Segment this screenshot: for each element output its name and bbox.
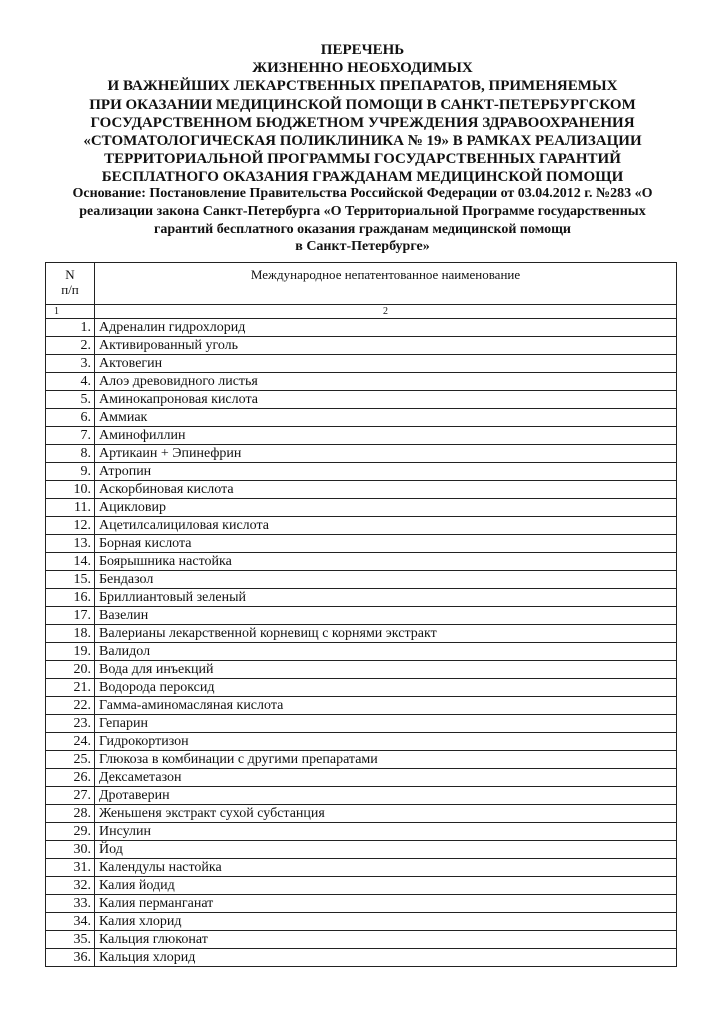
row-number: 5. bbox=[46, 391, 95, 409]
table-row bbox=[46, 607, 677, 625]
table-row bbox=[46, 391, 677, 409]
table-row bbox=[46, 697, 677, 715]
title-line: БЕСПЛАТНОГО ОКАЗАНИЯ ГРАЖДАНАМ МЕДИЦИНСКОЙ ПОМОЩИ bbox=[101, 169, 624, 186]
medicine-name: Гидрокортизон bbox=[95, 733, 677, 751]
medicine-name: Активированный уголь bbox=[95, 337, 677, 355]
table-row bbox=[46, 373, 677, 391]
table-row bbox=[46, 769, 677, 787]
row-number: 21. bbox=[46, 679, 95, 697]
row-number: 29. bbox=[46, 823, 95, 841]
table-row bbox=[46, 733, 677, 751]
row-number: 35. bbox=[46, 931, 95, 949]
table-row bbox=[46, 463, 677, 481]
row-number: 25. bbox=[46, 751, 95, 769]
table-row bbox=[46, 679, 677, 697]
medicine-name: Бендазол bbox=[95, 571, 677, 589]
table-row bbox=[46, 823, 677, 841]
table-row bbox=[46, 589, 677, 607]
row-number: 4. bbox=[46, 373, 95, 391]
basis-line: в Санкт-Петербурге» bbox=[295, 239, 430, 255]
title-line: ЖИЗНЕННО НЕОБХОДИМЫХ bbox=[252, 60, 473, 77]
title-line: ПЕРЕЧЕНЬ bbox=[320, 42, 405, 58]
column-number-row bbox=[46, 305, 677, 319]
medicine-name: Кальция хлорид bbox=[95, 949, 677, 967]
title-line: И ВАЖНЕЙШИХ ЛЕКАРСТВЕННЫХ ПРЕПАРАТОВ, ПРИМЕНЯЕМЫХ bbox=[107, 78, 618, 95]
row-number: 36. bbox=[46, 949, 95, 967]
row-number: 3. bbox=[46, 355, 95, 373]
medicine-name: Йод bbox=[95, 841, 677, 859]
medicine-name: Дротаверин bbox=[95, 787, 677, 805]
medicine-name: Актовегин bbox=[95, 355, 677, 373]
row-number: 27. bbox=[46, 787, 95, 805]
medicine-name: Водорода пероксид bbox=[95, 679, 677, 697]
table-row bbox=[46, 895, 677, 913]
medicine-name: Калия хлорид bbox=[95, 913, 677, 931]
medicine-name: Аскорбиновая кислота bbox=[95, 481, 677, 499]
row-number: 12. bbox=[46, 517, 95, 535]
table-row bbox=[46, 661, 677, 679]
table-row bbox=[46, 643, 677, 661]
table-row bbox=[46, 751, 677, 769]
medicine-name: Артикаин + Эпинефрин bbox=[95, 445, 677, 463]
row-number: 17. bbox=[46, 607, 95, 625]
table-row bbox=[46, 517, 677, 535]
medicine-name: Калия перманганат bbox=[95, 895, 677, 913]
table-row bbox=[46, 409, 677, 427]
table-row bbox=[46, 355, 677, 373]
row-number: 34. bbox=[46, 913, 95, 931]
row-number: 26. bbox=[46, 769, 95, 787]
row-number: 28. bbox=[46, 805, 95, 823]
medicine-name: Календулы настойка bbox=[95, 859, 677, 877]
document-basis bbox=[0, 185, 725, 256]
medicine-name: Аммиак bbox=[95, 409, 677, 427]
title-line: ГОСУДАРСТВЕННОМ БЮДЖЕТНОМ УЧРЕЖДЕНИЯ ЗДРАВООХРАНЕНИЯ bbox=[90, 114, 635, 131]
table-row bbox=[46, 859, 677, 877]
row-number: 11. bbox=[46, 499, 95, 517]
row-number: 32. bbox=[46, 877, 95, 895]
medicine-name: Вазелин bbox=[95, 607, 677, 625]
medicine-name: Ацетилсалициловая кислота bbox=[95, 517, 677, 535]
table-row bbox=[46, 535, 677, 553]
title-line: ПРИ ОКАЗАНИИ МЕДИЦИНСКОЙ ПОМОЩИ В САНКТ-ПЕТЕРБУРГСКОМ bbox=[89, 96, 636, 113]
medicine-name: Инсулин bbox=[95, 823, 677, 841]
header-number: N п/п bbox=[46, 263, 95, 305]
medicine-name: Боярышника настойка bbox=[95, 553, 677, 571]
row-number: 1. bbox=[46, 319, 95, 337]
medicine-name: Бриллиантовый зеленый bbox=[95, 589, 677, 607]
medicine-name: Женьшеня экстракт сухой субстанция bbox=[95, 805, 677, 823]
row-number: 24. bbox=[46, 733, 95, 751]
row-number: 15. bbox=[46, 571, 95, 589]
medicine-name: Валидол bbox=[95, 643, 677, 661]
row-number: 33. bbox=[46, 895, 95, 913]
medicine-name: Гепарин bbox=[95, 715, 677, 733]
medicine-name: Атропин bbox=[95, 463, 677, 481]
table-row bbox=[46, 553, 677, 571]
row-number: 14. bbox=[46, 553, 95, 571]
table-row bbox=[46, 571, 677, 589]
table-row bbox=[46, 445, 677, 463]
table-row bbox=[46, 931, 677, 949]
row-number: 2. bbox=[46, 337, 95, 355]
medicine-name: Кальция глюконат bbox=[95, 931, 677, 949]
row-number: 8. bbox=[46, 445, 95, 463]
medicine-name: Аминофиллин bbox=[95, 427, 677, 445]
medicines-table bbox=[45, 262, 677, 967]
table-row bbox=[46, 877, 677, 895]
header-name: Международное непатентованное наименование bbox=[95, 263, 677, 305]
medicine-name: Алоэ древовидного листья bbox=[95, 373, 677, 391]
table-row bbox=[46, 481, 677, 499]
medicine-name: Аминокапроновая кислота bbox=[95, 391, 677, 409]
document-title bbox=[0, 41, 725, 187]
medicine-name: Вода для инъекций bbox=[95, 661, 677, 679]
table-row bbox=[46, 319, 677, 337]
column-number-2: 2 bbox=[95, 305, 677, 319]
row-number: 30. bbox=[46, 841, 95, 859]
title-line: «СТОМАТОЛОГИЧЕСКАЯ ПОЛИКЛИНИКА № 19» В РАМКАХ РЕАЛИЗАЦИИ bbox=[83, 133, 642, 150]
row-number: 9. bbox=[46, 463, 95, 481]
table-row bbox=[46, 949, 677, 967]
row-number: 10. bbox=[46, 481, 95, 499]
table-row bbox=[46, 841, 677, 859]
row-number: 20. bbox=[46, 661, 95, 679]
table-row bbox=[46, 625, 677, 643]
basis-line: Основание: Постановление Правительства Российской Федерации от 03.04.2012 г. №283 «О bbox=[72, 186, 653, 201]
table-row bbox=[46, 715, 677, 733]
table-row bbox=[46, 805, 677, 823]
medicine-name: Глюкоза в комбинации с другими препаратами bbox=[95, 751, 677, 769]
table-row bbox=[46, 787, 677, 805]
basis-line: реализации закона Санкт-Петербурга «О Территориальной Программе государственных bbox=[79, 203, 646, 219]
column-number-1: 1 bbox=[46, 305, 95, 319]
medicine-name: Гамма-аминомасляная кислота bbox=[95, 697, 677, 715]
title-line: ТЕРРИТОРИАЛЬНОЙ ПРОГРАММЫ ГОСУДАРСТВЕННЫХ ГАРАНТИЙ bbox=[104, 151, 621, 168]
medicine-name: Борная кислота bbox=[95, 535, 677, 553]
medicine-name: Ацикловир bbox=[95, 499, 677, 517]
table-row bbox=[46, 913, 677, 931]
row-number: 23. bbox=[46, 715, 95, 733]
basis-line: гарантий бесплатного оказания гражданам медицинской помощи bbox=[154, 221, 571, 237]
row-number: 19. bbox=[46, 643, 95, 661]
row-number: 6. bbox=[46, 409, 95, 427]
medicine-name: Дексаметазон bbox=[95, 769, 677, 787]
row-number: 13. bbox=[46, 535, 95, 553]
row-number: 31. bbox=[46, 859, 95, 877]
row-number: 18. bbox=[46, 625, 95, 643]
row-number: 7. bbox=[46, 427, 95, 445]
medicine-name: Валерианы лекарственной корневищ с корнями экстракт bbox=[95, 625, 677, 643]
table-header-row bbox=[46, 263, 677, 305]
row-number: 16. bbox=[46, 589, 95, 607]
row-number: 22. bbox=[46, 697, 95, 715]
medicine-name: Адреналин гидрохлорид bbox=[95, 319, 677, 337]
table-row bbox=[46, 499, 677, 517]
table-row bbox=[46, 337, 677, 355]
medicine-name: Калия йодид bbox=[95, 877, 677, 895]
table-row bbox=[46, 427, 677, 445]
